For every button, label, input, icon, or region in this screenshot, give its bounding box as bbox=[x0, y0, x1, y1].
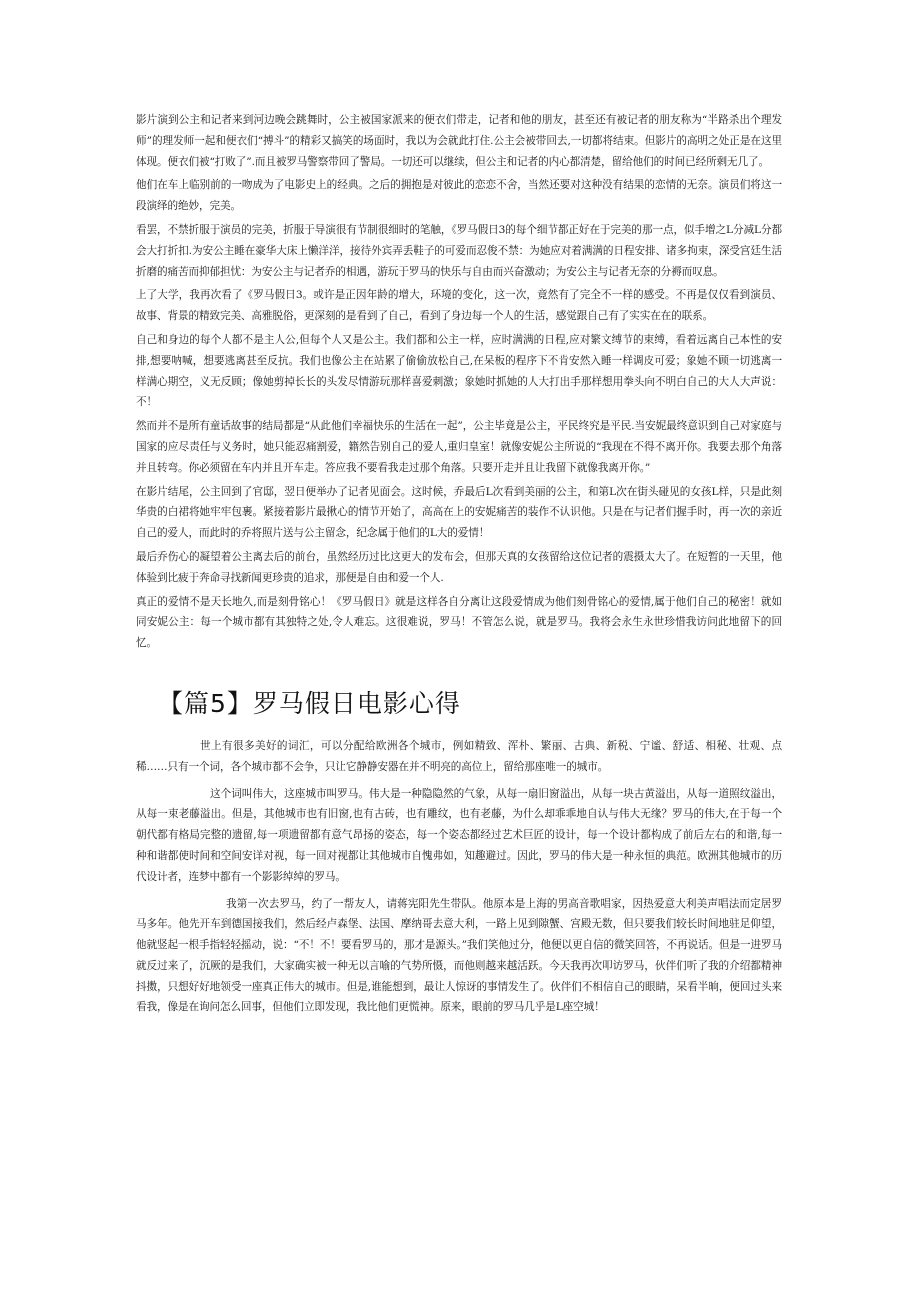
section-title: 【篇5】罗马假日电影心得 bbox=[158, 688, 461, 718]
paragraph: 这个词叫伟大，这座城市叫罗马。伟大是一种隐隐然的气象，从每一扇旧窗溢出，从每一块古黄溢出，从每一道照纹溢出，从每一束老藤溢出。但是，其他城市也有旧窗,也有古砖，也有雕纹，也有老藤，为什么却乖乖地自认与伟大无缘？罗马的伟大,在于每一个朝代都有格局完整的遗留,每一项遗留都有意气昂扬的姿态，每一个姿态都经过艺术巨匠的设计，每一个设计都构成了前后左右的和谐,每一种和谐都使时间和空间安详对视，每一回对视都让其他城市自愧弗如，知趣避过。因此，罗马的伟大是一种永恒的典范。欧洲其他城市的历代设计者，连梦中都有一个影影绰绰的罗马。 bbox=[136, 787, 782, 883]
paragraph: 世上有很多美好的词汇，可以分配给欧洲各个城市，例如精致、浑朴、繁丽、古典、新税、宁谧、舒适、相秘、壮观、点稀……只有一个词，各个城市都不会争，只让它静静安器在并不明亮的高位上，留给那座唯一的城市。 bbox=[136, 739, 782, 773]
review-section bbox=[136, 110, 782, 654]
paragraph: 看罢，不禁折服于演员的完美，折服于导演很有节制很细时的笔触，《罗马假日3的每个细节都正好在于完美的那一点，似手增之L分减L分都会大打折扣.为安公主睡在豪华大床上懒洋洋，接待外宾弄丢鞋子的可爱而忍俊不禁：为她应对着满满的日程安排、诸多拘束，深受宫廷生活折磨的痛苦而抑郁担忧：为安公主与记者乔的相遇，游玩于罗马的快乐与自由而兴奋激动；为安公主与记者无奈的分褥而叹息。 bbox=[136, 223, 782, 278]
paragraph: 我第一次去罗马，约了一帮友人，请蒋宪阳先生带队。他原本是上海的男高音歌唱家，因热爱意大利美声唱法而定居罗马多年。他先开车到德国接我们，然后经卢森堡、法国、摩纳哥去意大利，一路上见到隙蟹、宫殿无数，但只要我们较长时间地驻足仰望，他就竖起一根手指轻轻摇动，说：“不！不！要看罗马的，那才是源头。”我们笑他过分，他便以更自信的微笑回答，不再说话。但是一进罗马就反过来了，沉厥的是我们，大家确实被一种无以言喻的气势所慑，而他则越来越活跃。今天我再次叩访罗马，伙伴们听了我的介绍都精神抖擞，只想好好地领受一座真正伟大的城市。但是,谁能想到，最让人惊讶的事情发生了。伙伴们不相信自己的眼睛，呆看半晌，便回过头来看我，像是在询问怎么回事，但他们立即发现，我比他们更慌神。原来，眼前的罗马几乎是L座空城！ bbox=[136, 897, 782, 1014]
paragraph: 然而并不是所有童话故事的结局都是“从此他们幸福快乐的生活在一起”，公主毕竟是公主，平民终究是平民.当安妮最终意识到自己对家庭与国家的应尽责任与义务时，她只能忍痛割爱，籍然告别自己的爱人,重归皇室！就像安妮公主所说的“我现在不得不离开你。我要去那个角落并且转弯。你必须留在车内并且开车走。答应我不要看我走过那个角落。只要开走并且让我留下就像我离开你。” bbox=[136, 420, 782, 474]
paragraph: 真正的爱情不是天长地久,而是刻骨铭心！《罗马假日》就是这样各自分离让这段爱情成为他们刻骨铭心的爱情,属于他们自己的秘密！就如同安妮公主：每一个城市都有其独特之处,令人难忘。这很难说，罗马！不管怎么说，就是罗马。我将会永生永世珍惜我访问此地留下的回忆。 bbox=[136, 595, 782, 650]
paragraph: 自己和身边的每个人都不是主人公,但每个人又是公主。我们都和公主一样，应时满满的日程,应对繁文缚节的束缚，看着远离自己本性的安排,想要呐喊，想要逃离甚至反抗。我们也像公主在站累了偷偷放松自己,在呆板的程序下不肯安然入睡一样调皮可爱；象她不顾一切逃离一样满心期空，义无反顾；像她剪掉长长的头发尽情游玩那样喜爱刺激；象她时抓她的人大打出手那样想用拳头向不明白自己的大人大声说：不！ bbox=[136, 333, 782, 409]
paragraph: 上了大学，我再次看了《罗马假日3。或许是正因年龄的增大，环境的变化，这一次，竟然有了完全不一样的感受。不再是仅仅看到演员、故事、背景的精致完美、高雅脱俗，更深刻的是看到了自己，看到了身边每一个人的生活，感觉跟自己有了实实在在的联系。 bbox=[136, 289, 782, 323]
paragraph: 影片演到公主和记者来到河边晚会跳舞时，公主被国家派来的便衣们带走，记者和他的朋友，甚至还有被记者的朋友称为“半路杀出个理发师”的理发师一起和便衣们“搏斗”的精彩又搞笑的场面时，我以为会就此打住.公主会被带回去,一切都将结束。但影片的高明之处正是在这里体现。便衣们被“打败了”.而且被罗马警察带回了警局。一切还可以继续，但公主和记者的内心都清楚，留给他们的时间已经所剩无几了。 bbox=[136, 114, 782, 168]
paragraph: 最后乔伤心的凝望着公主离去后的前台，虽然经历过比这更大的发布会，但那天真的女孩留给这位记者的震摄太大了。在短暂的一天里，他体验到比疲于奔命寻找新闻更珍贵的追求，那便是自由和爱一个人. bbox=[136, 550, 782, 584]
paragraph: 他们在车上临别前的一吻成为了电影史上的经典。之后的拥抱是对彼此的恋恋不舍，当然还要对这种没有结果的恋情的无奈。演员们将这一段演绎的绝妙，完美。 bbox=[136, 179, 782, 213]
essay-section bbox=[136, 736, 782, 1018]
paragraph: 在影片结尾，公主回到了官邸，翌日便举办了记者见面会。这时候，乔最后L次看到美丽的公主，和第L次在街头碰见的女孩L样，只是此刻华贵的白裙将她牢牢包裹。紧接着影片最揪心的情节开始了，高高在上的安妮痛苦的装作不认识他。只是在与记者们握手时，再一次的亲近自己的爱人，而此时的乔将照片送与公主留念，纪念属于他们的L大的爱情！ bbox=[136, 485, 782, 540]
document-page bbox=[136, 110, 782, 1024]
